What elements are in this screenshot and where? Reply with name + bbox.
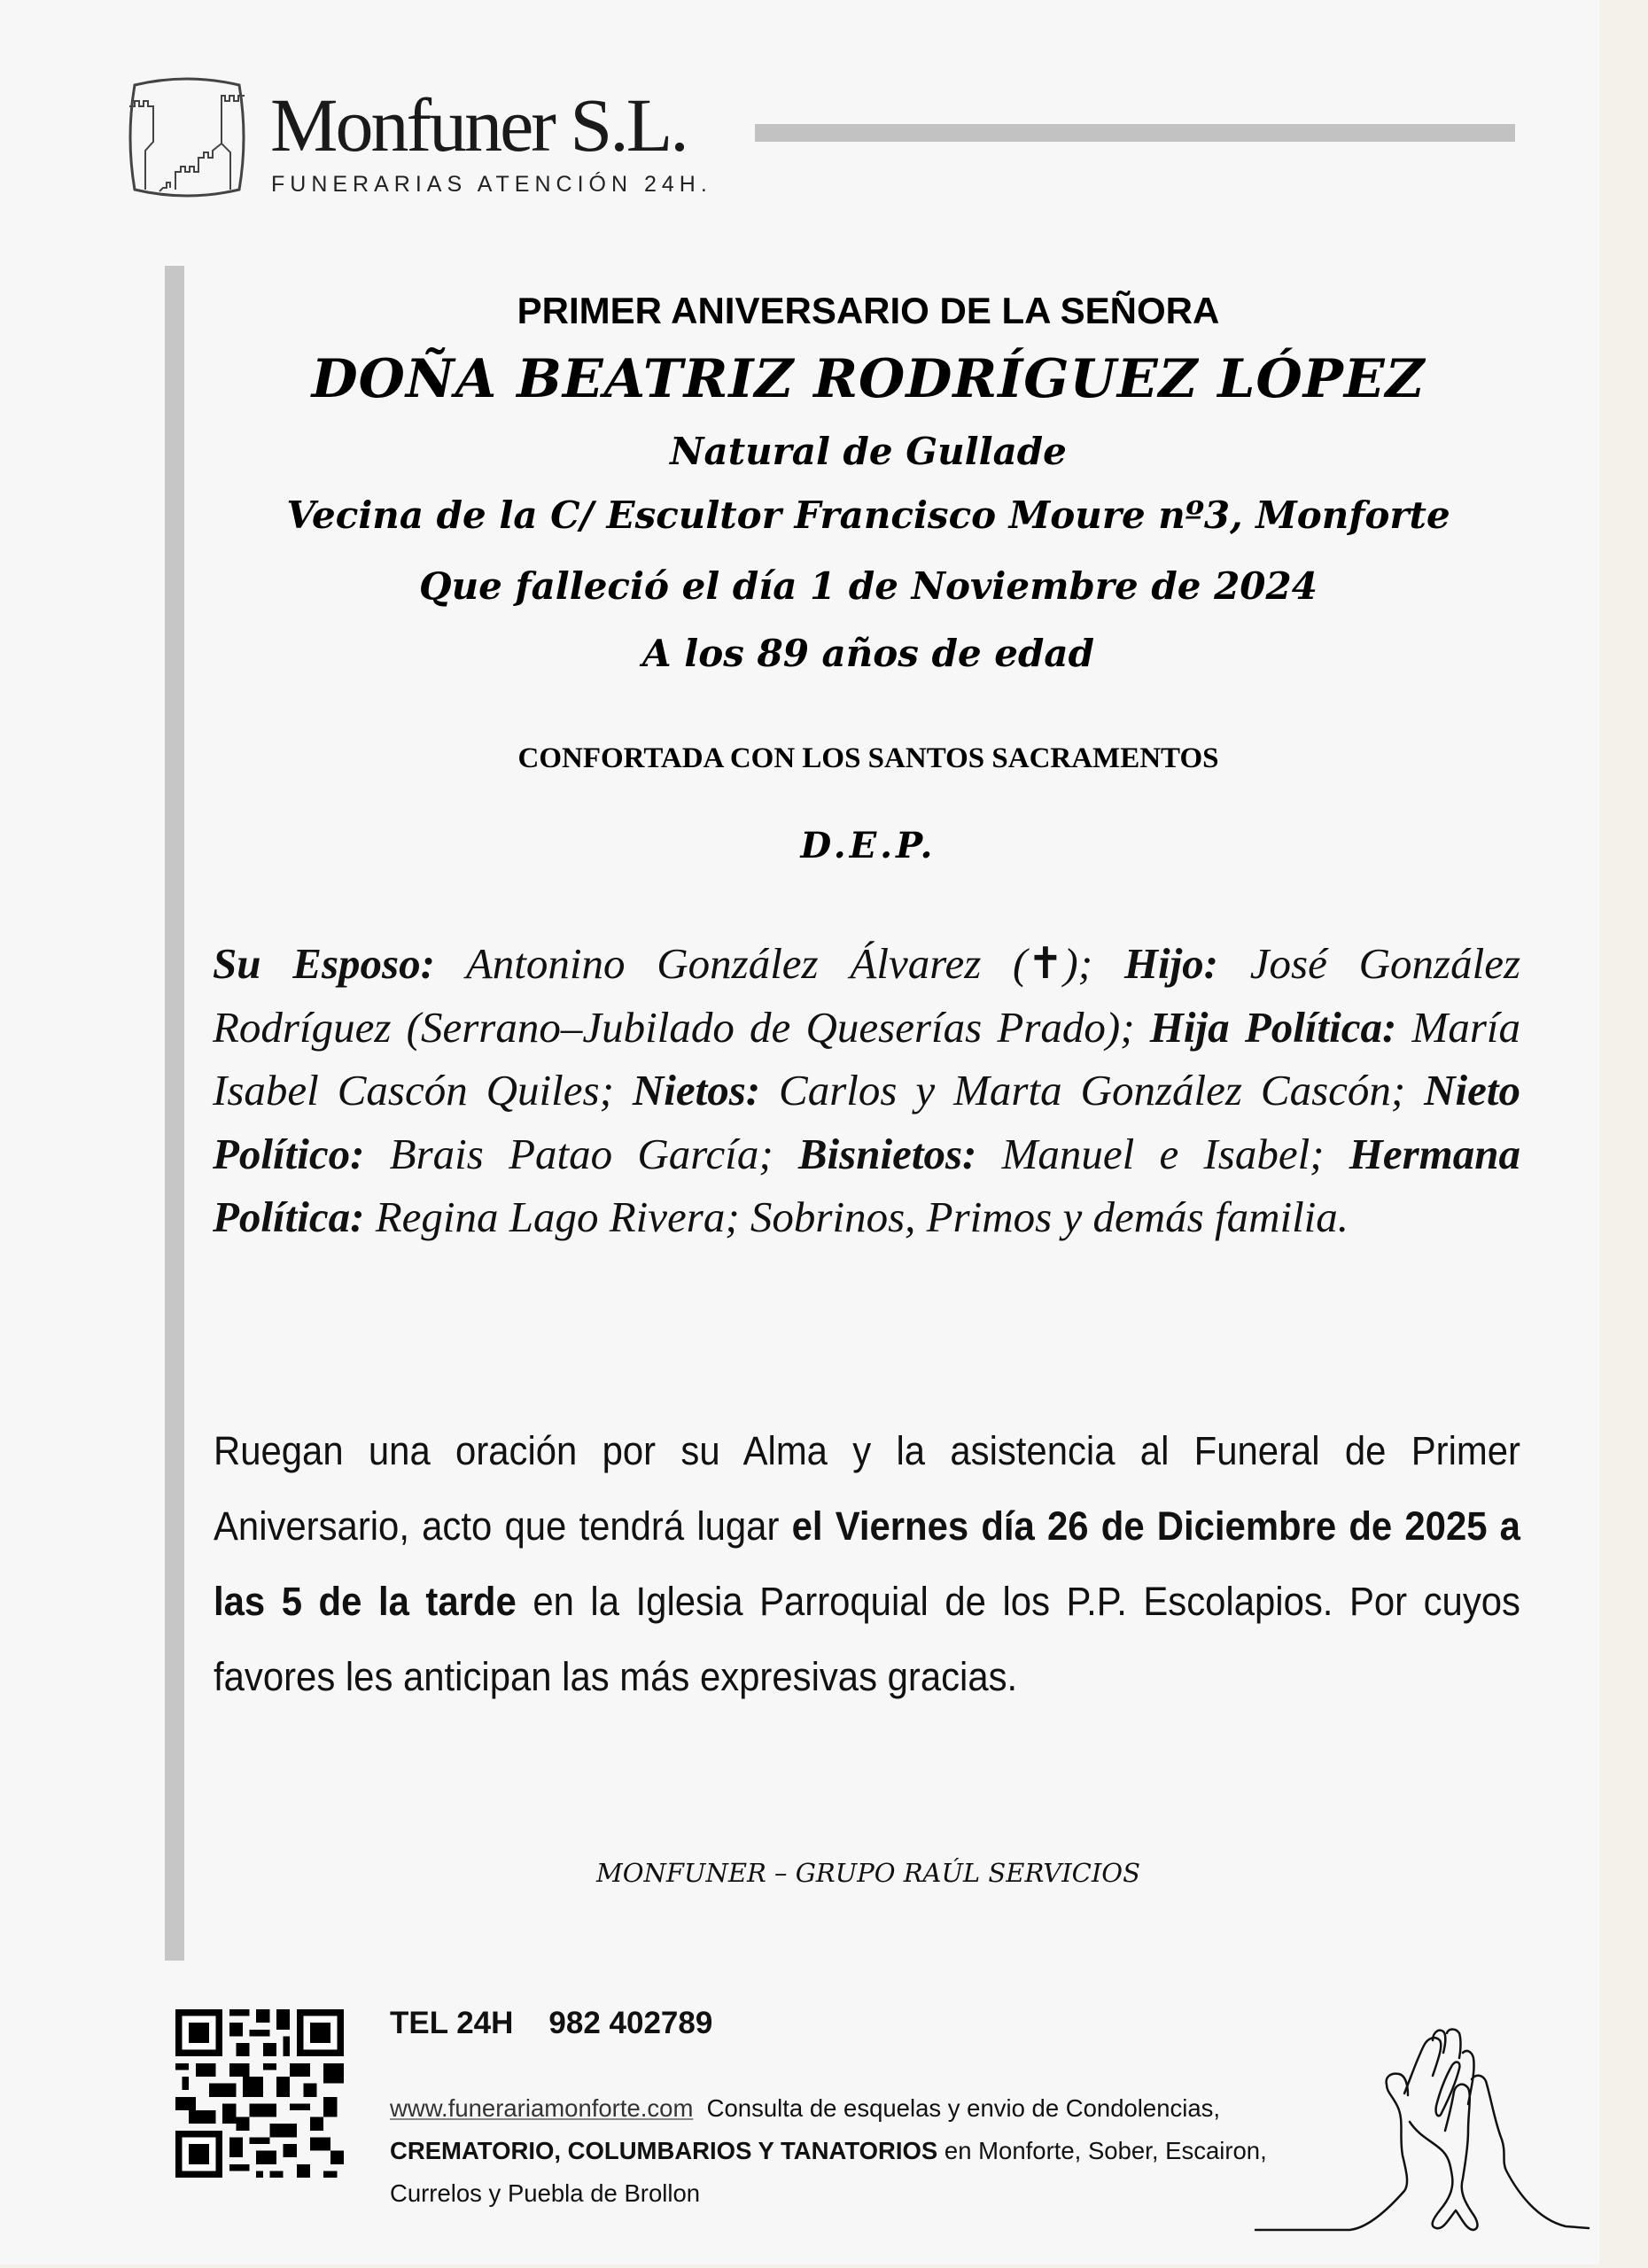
hijo-name: José González Rodríguez (Serrano–Jubilado de Queserías Prado); [213,939,1521,1052]
dep-line: D.E.P. [800,825,937,866]
signature-line: MONFUNER – GRUPO RAÚL SERVICIOS [596,1858,1140,1888]
hijo-label: Hijo: [1123,939,1219,988]
family-paragraph [213,932,1520,1249]
tel-label: TEL 24H [390,2006,514,2040]
monfuner-logo-icon [124,73,250,202]
nieto-politico-name: Brais Patao García; [389,1129,773,1178]
qr-code[interactable] [175,2009,344,2178]
age-line: A los 89 años de edad [642,632,1094,675]
invitation-intro: Ruegan una oración por su Alma y la asistencia al Funeral de Primer Aniversario, acto que tendrá lugar [214,1428,1520,1549]
invitation-outro: en la Iglesia Parroquial de los P.P. Escolapios. Por cuyos favores les anticipan las más expresivas gracias. [214,1579,1520,1699]
cross-icon: ✝ [1027,939,1064,988]
hija-politica-name: María Isabel Cascón Quiles; [213,1002,1521,1115]
funeral-date: el Viernes día 26 de Diciembre de 2025 a las 5 de la tarde [214,1503,1520,1624]
website-link[interactable]: www.funerariamonforte.com [390,2094,694,2122]
brand-name: Monfuner S.L. [270,82,687,167]
bisnietos-name: Manuel e Isabel; [1001,1129,1325,1178]
hija-politica-label: Hija Política: [1149,1002,1397,1052]
birthplace-line: Natural de Gullade [670,430,1067,473]
footer-services-text [390,2087,1329,2215]
address-line: Vecina de la C/ Escultor Francisco Moure nº3, Monforte [286,493,1450,537]
footer-text-1: Consulta de esquelas y envio de Condolencias, [706,2094,1221,2122]
praying-hands-icon [1236,2007,1599,2237]
sacraments-line: CONFORTADA CON LOS SANTOS SACRAMENTOS [517,742,1219,774]
header-divider-bar [755,124,1515,142]
brand-tagline: FUNERARIAS ATENCIÓN 24H. [271,172,712,197]
esposo-end: ); [1063,939,1093,988]
nieto-politico-label: Nieto Político: [213,1066,1521,1178]
bisnietos-label: Bisnietos: [797,1129,977,1178]
phone-line [390,2004,712,2043]
anniversary-title: PRIMER ANIVERSARIO DE LA SEÑORA [517,290,1220,331]
hermana-politica-label: Hermana Política: [213,1129,1521,1241]
esposo-label: Su Esposo: [213,939,435,988]
tel-number[interactable]: 982 402789 [548,2006,713,2040]
death-date-line: Que falleció el día 1 de Noviembre de 2024 [419,564,1318,608]
funeral-invitation-paragraph [214,1413,1520,1714]
esposo-name: Antonino González Álvarez ( [465,939,1028,988]
side-decorative-bar [165,266,184,1961]
deceased-name: DOÑA BEATRIZ RODRÍGUEZ LÓPEZ [311,348,1426,410]
footer-text-2: en Monforte, Sober, Escairon, Currelos y Puebla de Brollon [390,2137,1267,2207]
footer-services-bold: CREMATORIO, COLUMBARIOS Y TANATORIOS [390,2137,938,2164]
nietos-name: Carlos y Marta González Cascón; [779,1066,1406,1115]
nietos-label: Nietos: [632,1066,761,1115]
hermana-politica-name: Regina Lago Rivera; Sobrinos, Primos y demás familia. [375,1192,1349,1241]
